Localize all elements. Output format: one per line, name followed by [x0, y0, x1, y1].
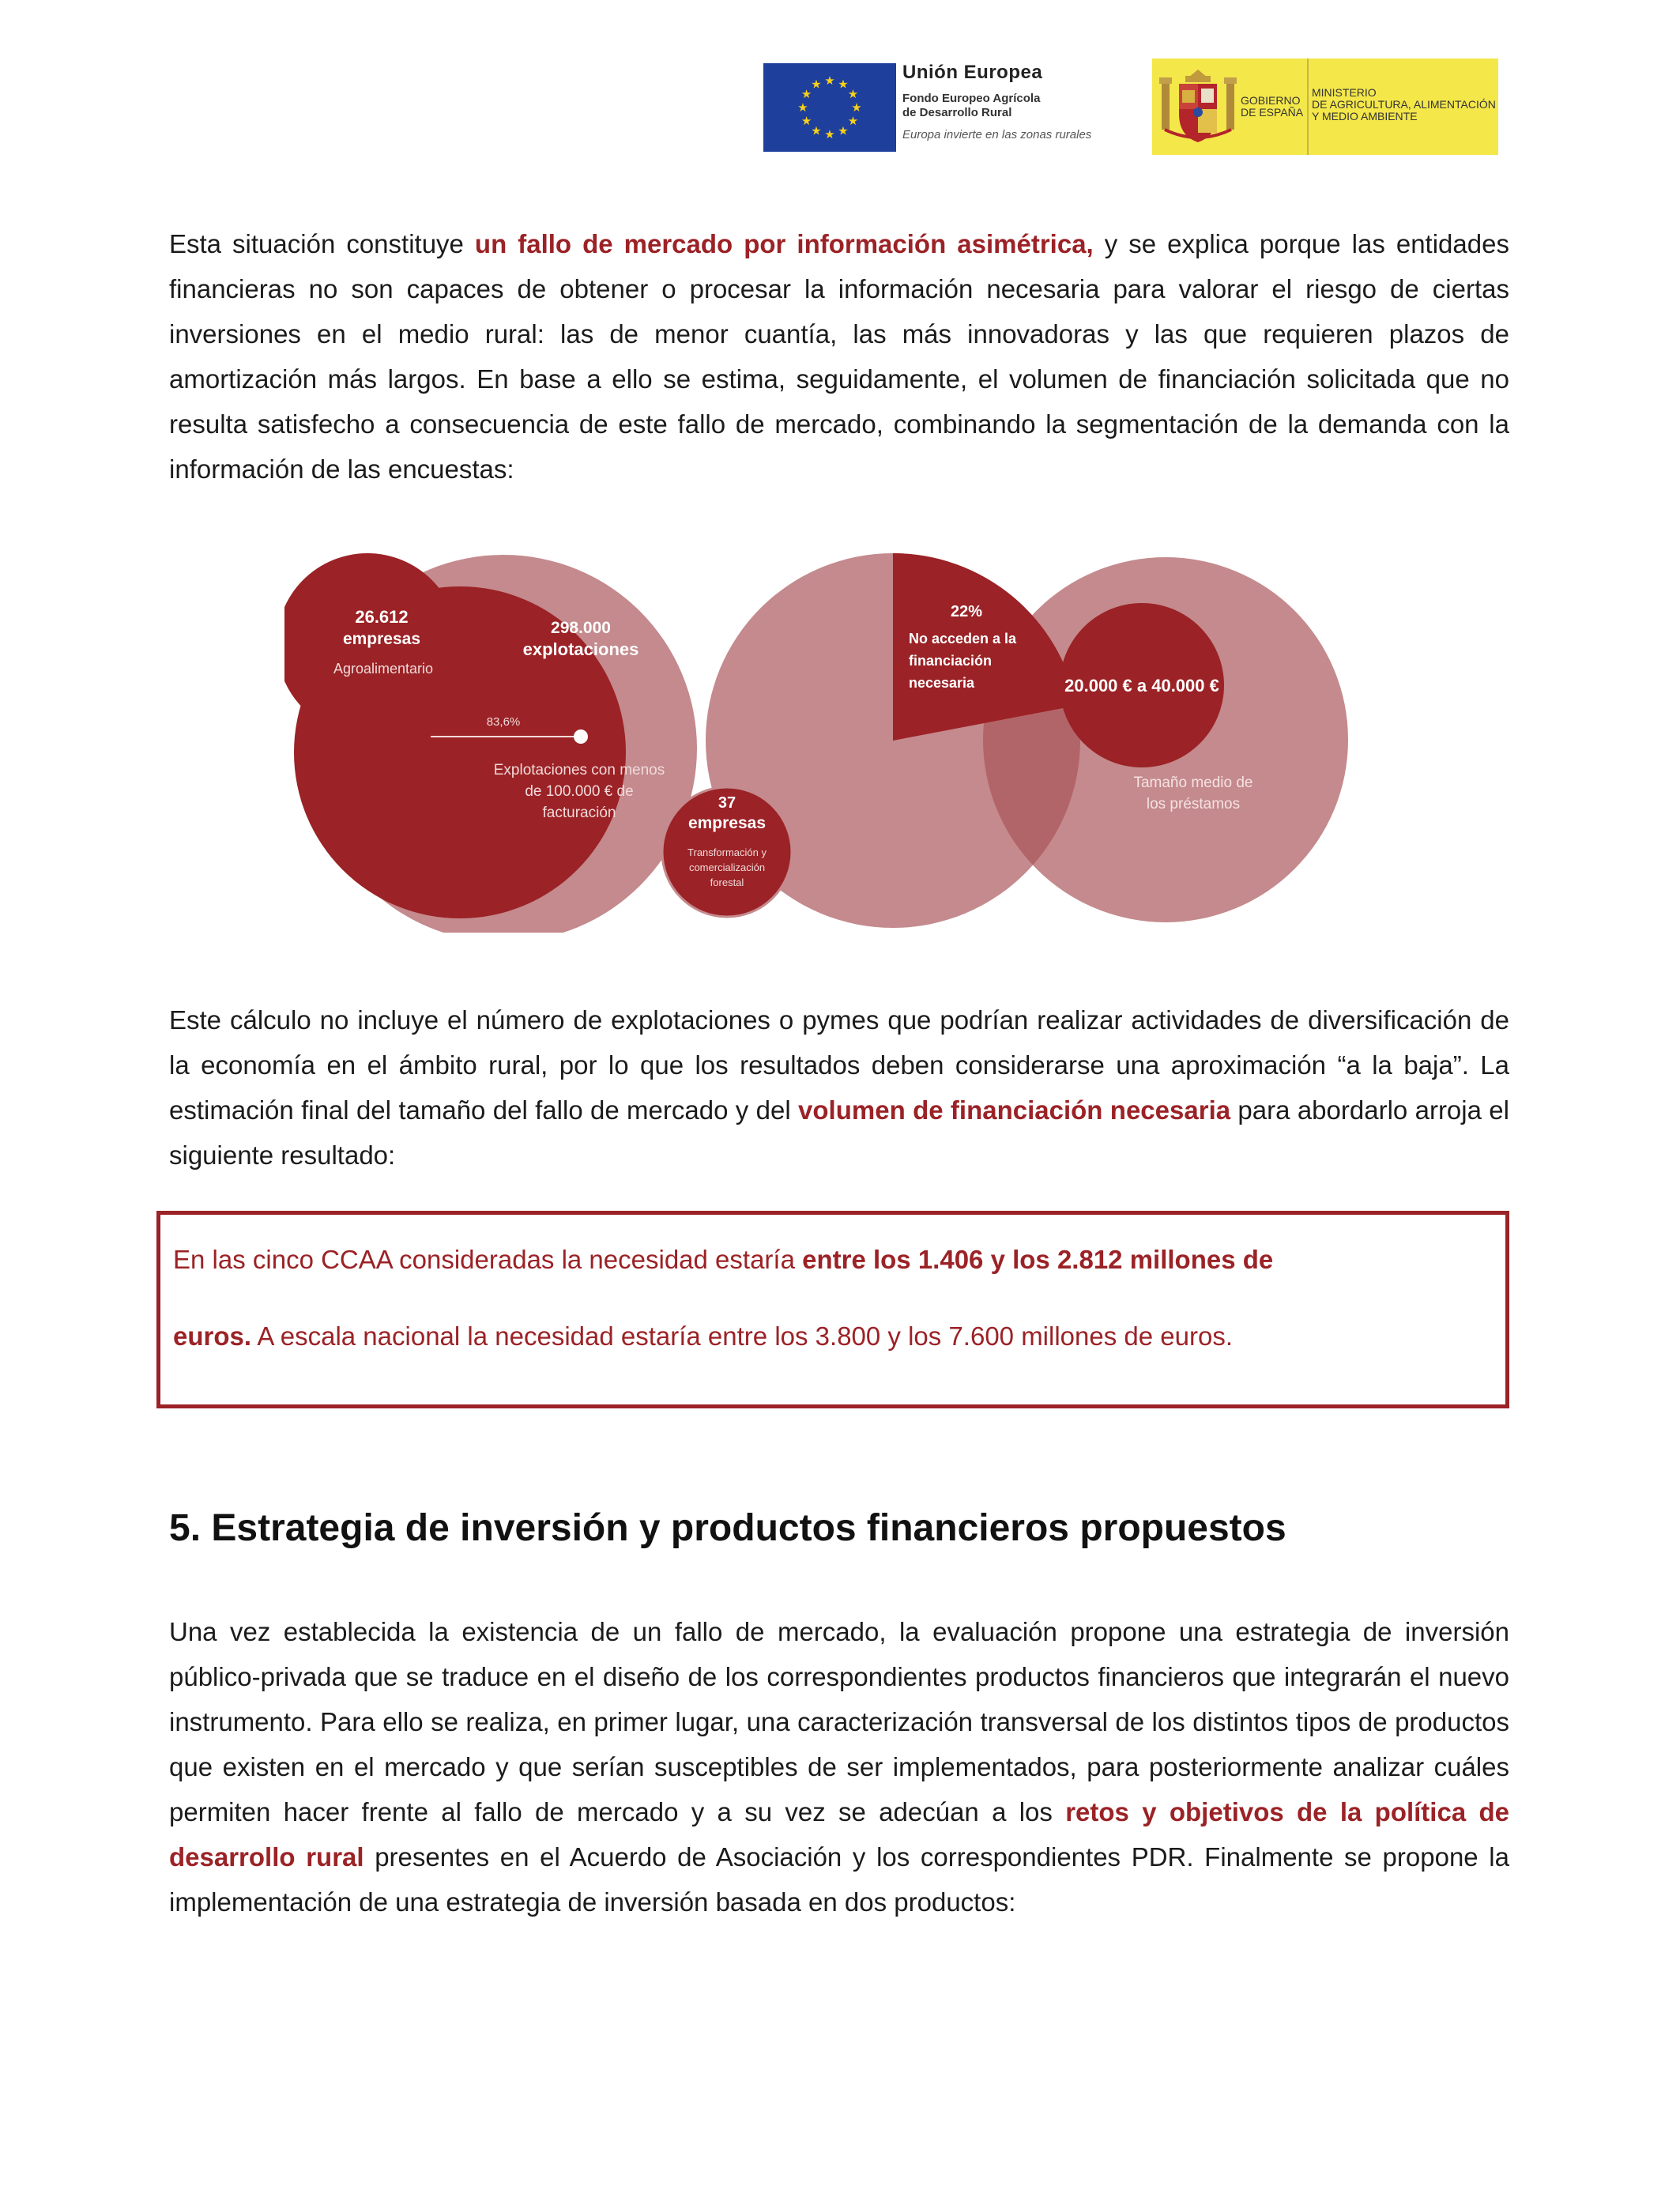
agro-unit: empresas	[342, 630, 421, 648]
eu-tagline: Europa invierte en las zonas rurales	[902, 128, 1092, 141]
eu-flag-icon	[763, 63, 896, 152]
eu-subtitle-line1: Fondo Europeo Agrícola	[902, 92, 1041, 105]
paragraph-text: para abordarlo arroja el siguiente resultado:	[169, 1095, 1509, 1170]
no-access-label-line3: necesaria	[909, 675, 975, 691]
explotaciones-label-line3: facturación	[542, 805, 616, 821]
ministry-label	[1312, 87, 1501, 123]
explotaciones-label-line2: de 100.000 € de	[525, 783, 634, 800]
result-line-1	[173, 1245, 1273, 1275]
forestal-label-line1: Transformación y	[687, 846, 767, 858]
forestal-label-line3: forestal	[710, 876, 744, 888]
result-line-2	[173, 1321, 1233, 1351]
forestal-value: 37	[718, 794, 736, 812]
eu-star-icon: ★	[811, 77, 822, 92]
agro-label: Agroalimentario	[333, 661, 434, 677]
share-marker	[574, 729, 588, 744]
ministry-label-line2: DE AGRICULTURA, ALIMENTACIÓN	[1312, 98, 1496, 111]
highlighted-text: un fallo de mercado por información asimétrica,	[474, 229, 1094, 258]
share-label: 83,6%	[486, 715, 521, 729]
eu-star-icon: ★	[847, 115, 859, 128]
eu-star-icon: ★	[847, 88, 859, 101]
ministry-label-line3: Y MEDIO AMBIENTE	[1312, 110, 1418, 123]
result-bold-text: entre los 1.406 y los 2.812 millones de	[802, 1245, 1274, 1274]
eu-title: Unión Europea	[902, 62, 1043, 83]
loan-value: 20.000 € a 40.000 €	[1064, 676, 1219, 696]
eu-logo-text	[901, 62, 1138, 141]
eu-subtitle-line2: de Desarrollo Rural	[902, 106, 1012, 119]
result-text: En las cinco CCAA consideradas la necesidad estaría	[173, 1245, 803, 1274]
eu-star-icon: ★	[824, 74, 835, 88]
eu-star-icon: ★	[838, 77, 849, 92]
loan-label-line2: los préstamos	[1146, 796, 1241, 812]
result-text: A escala nacional la necesidad estaría entre los 3.800 y los 7.600 millones de euros.	[251, 1321, 1233, 1351]
explotaciones-unit: explotaciones	[522, 639, 639, 659]
coat-of-arms-icon	[1158, 66, 1237, 147]
paragraph-text: y se explica porque las entidades financieras no son capaces de obtener o procesar la información necesaria para valorar el riesgo de ciertas inversiones en el medio rural: las de menor cuantía, las más innovadoras y las que requieren plazos de amortización más largos. En base a ello se estima, seguidamente, el volumen de financiación solicitada que no resulta satisfecho a consecuencia de este fallo de mercado, combinando la segmentación de la demanda con la información de las encuestas:	[169, 229, 1509, 484]
eu-star-icon: ★	[838, 124, 849, 138]
result-bold-text: euros.	[173, 1321, 252, 1351]
spanish-government-logo	[1152, 58, 1498, 155]
paragraph-strategy	[169, 1609, 1509, 1924]
eu-star-icon: ★	[811, 124, 822, 138]
section-heading: 5. Estrategia de inversión y productos financieros propuestos	[169, 1507, 1286, 1549]
paragraph-estimation	[169, 997, 1509, 1178]
paragraph-text: Una vez establecida la existencia de un fallo de mercado, la evaluación propone una estrategia de inversión público-privada que se traduce en el diseño de los correspondientes productos financieros que integrarán el nuevo instrumento. Para ello se realiza, en primer lugar, una caracterización transversal de los distintos tipos de productos que existen en el mercado y que serían susceptibles de ser implementados, para posteriormente analizar cuáles permiten hacer frente al fallo de mercado y a su vez se adecúan a los	[169, 1617, 1509, 1826]
forestal-label-line2: comercialización	[688, 861, 766, 873]
eu-logo	[763, 62, 1111, 155]
eu-star-icon: ★	[824, 128, 835, 141]
paragraph-text: Esta situación constituye	[169, 229, 475, 258]
gov-label	[1241, 95, 1305, 119]
eu-star-icon: ★	[800, 115, 812, 128]
loan-label-line1: Tamaño medio de	[1133, 775, 1253, 791]
explotaciones-label-line1: Explotaciones con menos	[493, 762, 665, 778]
no-access-label-line1: No acceden a la	[909, 631, 1017, 647]
explotaciones-value: 298.000	[551, 619, 611, 637]
eu-star-icon: ★	[797, 101, 808, 115]
no-access-label-line2: financiación	[909, 653, 993, 669]
no-access-value: 22%	[950, 603, 983, 620]
paragraph-text: presentes en el Acuerdo de Asociación y los correspondientes PDR. Finalmente se propone la implementación de una estrategia de inversión basada en dos productos:	[169, 1842, 1509, 1917]
ministry-label-line1: MINISTERIO	[1312, 86, 1377, 99]
result-highlight-box	[156, 1211, 1509, 1408]
market-failure-infographic	[284, 545, 1391, 933]
paragraph-text: Este cálculo no incluye el número de explotaciones o pymes que podrían realizar actividades de diversificación de la economía en el ámbito rural, por lo que los resultados deben considerarse una aproximación “a la baja”. La estimación final del tamaño del fallo de mercado y del	[169, 1005, 1509, 1125]
agro-value: 26.612	[355, 607, 409, 627]
forestal-unit: empresas	[687, 814, 767, 832]
eu-star-icon: ★	[851, 101, 862, 115]
gov-label-line2: DE ESPAÑA	[1241, 106, 1304, 119]
gov-label-line1: GOBIERNO	[1241, 94, 1301, 107]
highlighted-text: retos y objetivos de la política de desarrollo rural	[169, 1797, 1509, 1872]
gov-divider	[1307, 58, 1309, 155]
paragraph-market-failure	[169, 221, 1509, 492]
highlighted-text: volumen de financiación necesaria	[798, 1095, 1231, 1125]
eu-star-icon: ★	[800, 88, 812, 101]
